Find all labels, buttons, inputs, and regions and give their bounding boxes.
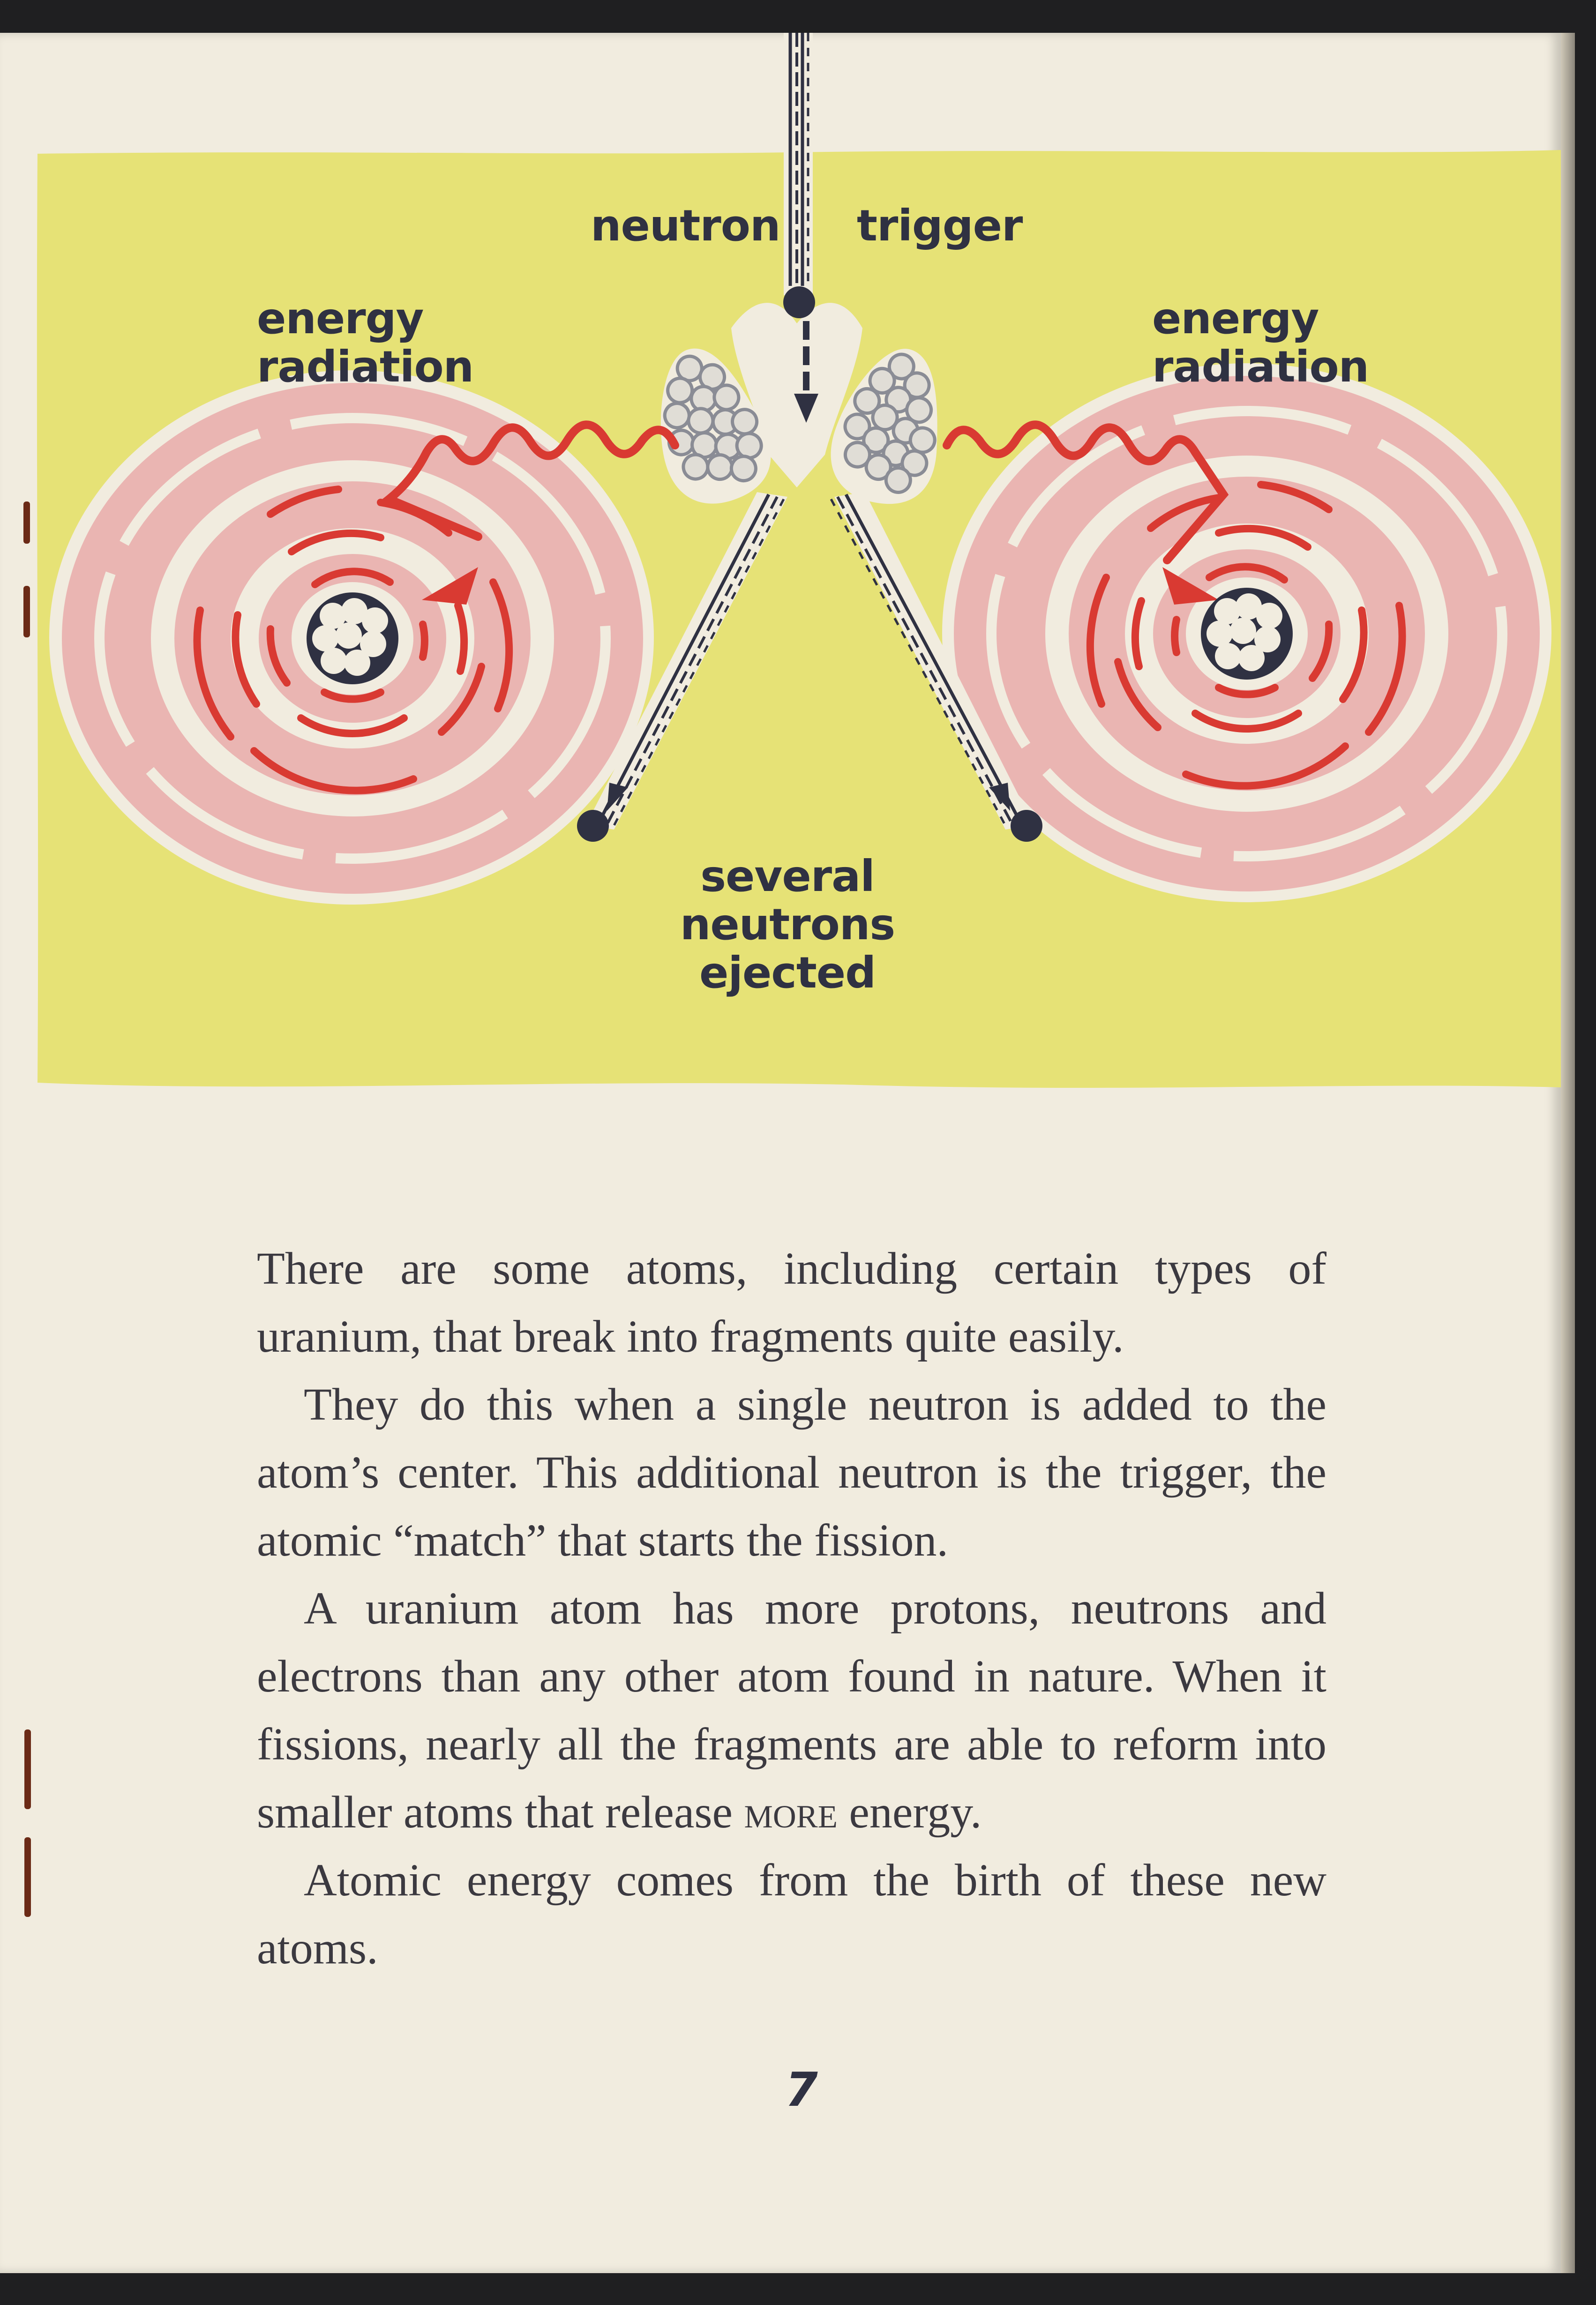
atom-nucleus-left xyxy=(307,592,398,684)
paragraph: Atomic energy comes from the birth of these new atoms. xyxy=(257,1855,1326,1974)
label-several-neutrons-ejected xyxy=(609,852,966,997)
label-line: radiation xyxy=(1152,342,1369,392)
paragraph xyxy=(257,1575,1326,1847)
label-line: energy xyxy=(257,293,424,344)
label-trigger: trigger xyxy=(857,201,1023,251)
binding-stitch xyxy=(24,1729,31,1809)
label-line: ejected xyxy=(699,948,876,998)
label-line: energy xyxy=(1152,293,1319,344)
fission-illustration xyxy=(0,33,1561,1125)
paragraph: There are some atoms, including certain types of uranium, that break into fragments quite easily. xyxy=(257,1243,1326,1362)
page-number: 7 xyxy=(785,2062,818,2117)
label-line: several neutrons xyxy=(680,851,895,950)
book-page xyxy=(0,33,1561,2273)
paragraph-text: A uranium atom has more protons, neutrons and electrons than any other atom found in nature. When it fissions, nearly all the fragments are able to reform into smaller atoms that release xyxy=(257,1583,1326,1838)
binding-stitch xyxy=(24,1837,31,1917)
paragraph: They do this when a single neutron is added to the atom’s center. This additional neutron is the trigger, the atomic “match” that starts the fission. xyxy=(257,1379,1326,1566)
label-neutron: neutron xyxy=(591,201,780,251)
label-energy-radiation-left xyxy=(257,294,473,391)
page-edge xyxy=(1561,33,1575,2273)
emphasis-more: more xyxy=(744,1787,838,1838)
body-text xyxy=(257,1235,1326,1983)
label-line: radiation xyxy=(257,342,474,392)
paragraph-text: energy. xyxy=(837,1787,982,1838)
label-energy-radiation-right xyxy=(1152,294,1369,391)
atom-nucleus-right xyxy=(1201,588,1293,680)
